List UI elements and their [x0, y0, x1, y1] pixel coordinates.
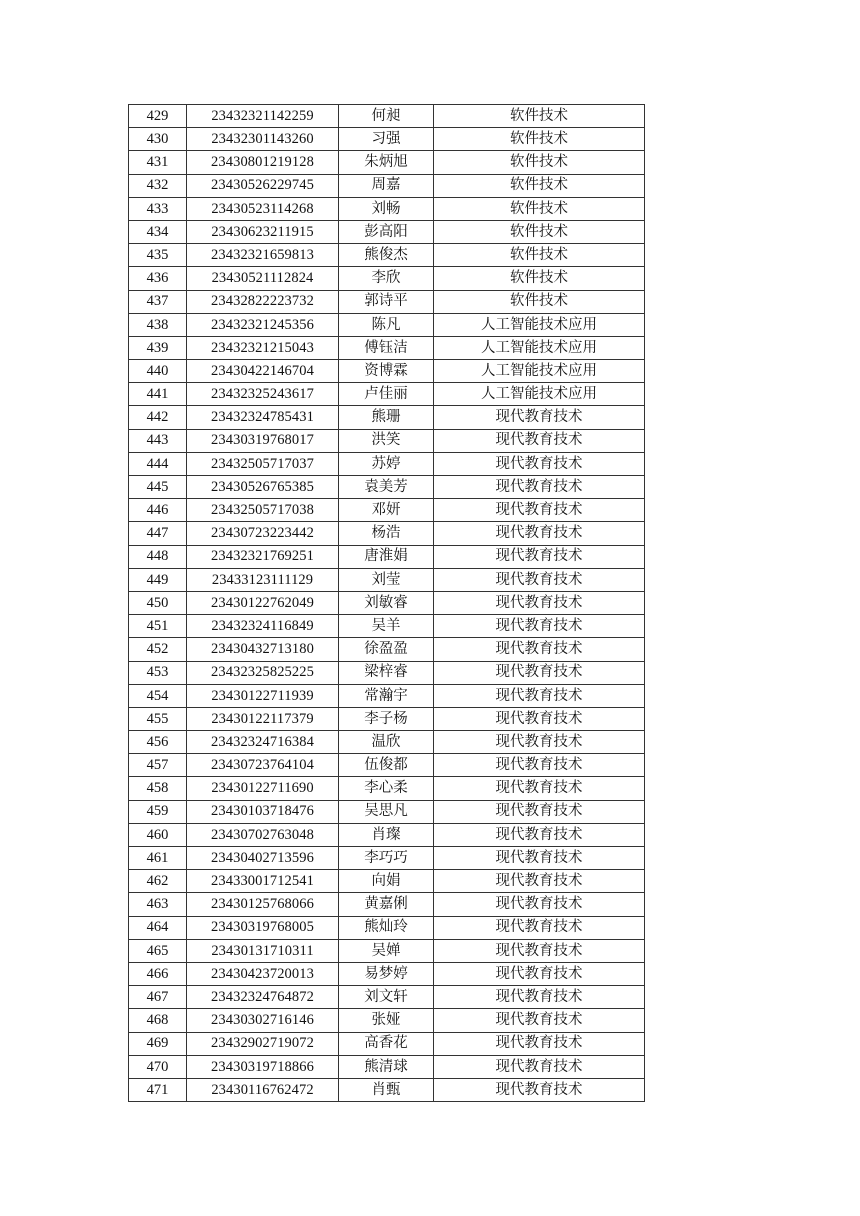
- major-cell: 软件技术: [434, 220, 645, 243]
- row-number-cell: 465: [129, 939, 187, 962]
- candidate-id-cell: 23430402713596: [187, 847, 339, 870]
- major-cell: 人工智能技术应用: [434, 383, 645, 406]
- major-cell: 现代教育技术: [434, 638, 645, 661]
- row-number-cell: 443: [129, 429, 187, 452]
- table-row: [129, 1009, 645, 1032]
- student-name-cell: 唐淮娟: [339, 545, 434, 568]
- student-name-cell: 朱炳旭: [339, 151, 434, 174]
- student-name-cell: 肖甄: [339, 1078, 434, 1101]
- major-cell: 现代教育技术: [434, 939, 645, 962]
- table-row: [129, 1078, 645, 1101]
- student-name-cell: 吴婵: [339, 939, 434, 962]
- table-row: [129, 174, 645, 197]
- candidate-id-cell: 23430702763048: [187, 823, 339, 846]
- major-cell: 软件技术: [434, 151, 645, 174]
- table-row: [129, 800, 645, 823]
- candidate-id-cell: 23430526765385: [187, 476, 339, 499]
- candidate-id-cell: 23430526229745: [187, 174, 339, 197]
- candidate-id-cell: 23430432713180: [187, 638, 339, 661]
- student-name-cell: 常瀚宇: [339, 684, 434, 707]
- student-name-cell: 吴思凡: [339, 800, 434, 823]
- row-number-cell: 468: [129, 1009, 187, 1032]
- major-cell: 现代教育技术: [434, 707, 645, 730]
- major-cell: 现代教育技术: [434, 452, 645, 475]
- major-cell: 现代教育技术: [434, 893, 645, 916]
- major-cell: 现代教育技术: [434, 1055, 645, 1078]
- candidate-id-cell: 23432324116849: [187, 615, 339, 638]
- table-row: [129, 870, 645, 893]
- candidate-id-cell: 23430623211915: [187, 220, 339, 243]
- candidate-id-cell: 23432324785431: [187, 406, 339, 429]
- student-name-cell: 刘敏睿: [339, 591, 434, 614]
- row-number-cell: 464: [129, 916, 187, 939]
- table-row: [129, 499, 645, 522]
- table-row: [129, 754, 645, 777]
- candidate-id-cell: 23432321245356: [187, 313, 339, 336]
- table-row: [129, 847, 645, 870]
- table-row: [129, 731, 645, 754]
- row-number-cell: 463: [129, 893, 187, 916]
- table-row: [129, 1055, 645, 1078]
- candidate-id-cell: 23430423720013: [187, 962, 339, 985]
- student-name-cell: 熊清球: [339, 1055, 434, 1078]
- table-row: [129, 360, 645, 383]
- student-name-cell: 熊珊: [339, 406, 434, 429]
- major-cell: 现代教育技术: [434, 1032, 645, 1055]
- table-row: [129, 893, 645, 916]
- row-number-cell: 466: [129, 962, 187, 985]
- row-number-cell: 467: [129, 986, 187, 1009]
- student-name-cell: 温欣: [339, 731, 434, 754]
- major-cell: 现代教育技术: [434, 499, 645, 522]
- table-row: [129, 197, 645, 220]
- major-cell: 现代教育技术: [434, 406, 645, 429]
- major-cell: 现代教育技术: [434, 545, 645, 568]
- candidate-id-cell: 23432321769251: [187, 545, 339, 568]
- candidate-id-cell: 23430422146704: [187, 360, 339, 383]
- row-number-cell: 435: [129, 244, 187, 267]
- candidate-id-cell: 23432324716384: [187, 731, 339, 754]
- student-name-cell: 刘莹: [339, 568, 434, 591]
- student-name-cell: 易梦婷: [339, 962, 434, 985]
- candidate-id-cell: 23430103718476: [187, 800, 339, 823]
- major-cell: 软件技术: [434, 244, 645, 267]
- student-name-cell: 苏婷: [339, 452, 434, 475]
- student-name-cell: 梁梓睿: [339, 661, 434, 684]
- candidate-id-cell: 23430319768017: [187, 429, 339, 452]
- row-number-cell: 461: [129, 847, 187, 870]
- row-number-cell: 429: [129, 105, 187, 128]
- row-number-cell: 444: [129, 452, 187, 475]
- row-number-cell: 432: [129, 174, 187, 197]
- row-number-cell: 460: [129, 823, 187, 846]
- student-name-cell: 熊俊杰: [339, 244, 434, 267]
- row-number-cell: 430: [129, 128, 187, 151]
- row-number-cell: 447: [129, 522, 187, 545]
- student-name-cell: 卢佳丽: [339, 383, 434, 406]
- row-number-cell: 454: [129, 684, 187, 707]
- table-row: [129, 962, 645, 985]
- row-number-cell: 451: [129, 615, 187, 638]
- row-number-cell: 459: [129, 800, 187, 823]
- table-row: [129, 290, 645, 313]
- major-cell: 现代教育技术: [434, 684, 645, 707]
- major-cell: 现代教育技术: [434, 823, 645, 846]
- major-cell: 现代教育技术: [434, 754, 645, 777]
- roster-table-body: [129, 105, 645, 1102]
- table-row: [129, 429, 645, 452]
- table-row: [129, 476, 645, 499]
- candidate-id-cell: 23432321659813: [187, 244, 339, 267]
- student-name-cell: 何昶: [339, 105, 434, 128]
- row-number-cell: 446: [129, 499, 187, 522]
- table-row: [129, 313, 645, 336]
- student-name-cell: 彭高阳: [339, 220, 434, 243]
- student-name-cell: 李巧巧: [339, 847, 434, 870]
- candidate-id-cell: 23430723223442: [187, 522, 339, 545]
- major-cell: 软件技术: [434, 197, 645, 220]
- major-cell: 现代教育技术: [434, 476, 645, 499]
- candidate-id-cell: 23430319718866: [187, 1055, 339, 1078]
- table-row: [129, 568, 645, 591]
- row-number-cell: 453: [129, 661, 187, 684]
- candidate-id-cell: 23430131710311: [187, 939, 339, 962]
- student-name-cell: 陈凡: [339, 313, 434, 336]
- table-row: [129, 452, 645, 475]
- candidate-id-cell: 23430319768005: [187, 916, 339, 939]
- student-name-cell: 习强: [339, 128, 434, 151]
- student-name-cell: 李子杨: [339, 707, 434, 730]
- candidate-id-cell: 23432324764872: [187, 986, 339, 1009]
- row-number-cell: 437: [129, 290, 187, 313]
- major-cell: 现代教育技术: [434, 1078, 645, 1101]
- candidate-id-cell: 23430122711690: [187, 777, 339, 800]
- row-number-cell: 431: [129, 151, 187, 174]
- major-cell: 现代教育技术: [434, 870, 645, 893]
- candidate-id-cell: 23430521112824: [187, 267, 339, 290]
- candidate-id-cell: 23432902719072: [187, 1032, 339, 1055]
- candidate-id-cell: 23432325243617: [187, 383, 339, 406]
- student-name-cell: 李心柔: [339, 777, 434, 800]
- student-name-cell: 肖璨: [339, 823, 434, 846]
- row-number-cell: 456: [129, 731, 187, 754]
- candidate-id-cell: 23430523114268: [187, 197, 339, 220]
- student-name-cell: 刘畅: [339, 197, 434, 220]
- major-cell: 现代教育技术: [434, 429, 645, 452]
- student-name-cell: 刘文轩: [339, 986, 434, 1009]
- row-number-cell: 455: [129, 707, 187, 730]
- table-row: [129, 777, 645, 800]
- student-name-cell: 高香花: [339, 1032, 434, 1055]
- major-cell: 现代教育技术: [434, 615, 645, 638]
- student-name-cell: 黄嘉俐: [339, 893, 434, 916]
- row-number-cell: 436: [129, 267, 187, 290]
- table-row: [129, 220, 645, 243]
- candidate-id-cell: 23430116762472: [187, 1078, 339, 1101]
- row-number-cell: 452: [129, 638, 187, 661]
- table-row: [129, 661, 645, 684]
- student-name-cell: 洪笑: [339, 429, 434, 452]
- candidate-id-cell: 23432325825225: [187, 661, 339, 684]
- major-cell: 现代教育技术: [434, 986, 645, 1009]
- candidate-id-cell: 23430122117379: [187, 707, 339, 730]
- row-number-cell: 469: [129, 1032, 187, 1055]
- student-name-cell: 袁美芳: [339, 476, 434, 499]
- major-cell: 软件技术: [434, 128, 645, 151]
- candidate-id-cell: 23432321215043: [187, 336, 339, 359]
- candidate-id-cell: 23430125768066: [187, 893, 339, 916]
- candidate-id-cell: 23430723764104: [187, 754, 339, 777]
- table-row: [129, 939, 645, 962]
- candidate-id-cell: 23430122762049: [187, 591, 339, 614]
- table-row: [129, 591, 645, 614]
- major-cell: 现代教育技术: [434, 847, 645, 870]
- table-row: [129, 383, 645, 406]
- table-row: [129, 105, 645, 128]
- major-cell: 软件技术: [434, 267, 645, 290]
- major-cell: 现代教育技术: [434, 777, 645, 800]
- row-number-cell: 445: [129, 476, 187, 499]
- major-cell: 现代教育技术: [434, 916, 645, 939]
- row-number-cell: 449: [129, 568, 187, 591]
- major-cell: 现代教育技术: [434, 522, 645, 545]
- candidate-id-cell: 23433123111129: [187, 568, 339, 591]
- student-roster-table: [128, 104, 645, 1102]
- candidate-id-cell: 23430801219128: [187, 151, 339, 174]
- major-cell: 现代教育技术: [434, 568, 645, 591]
- major-cell: 现代教育技术: [434, 962, 645, 985]
- student-name-cell: 吴羊: [339, 615, 434, 638]
- major-cell: 现代教育技术: [434, 731, 645, 754]
- major-cell: 现代教育技术: [434, 800, 645, 823]
- row-number-cell: 458: [129, 777, 187, 800]
- student-name-cell: 郭诗平: [339, 290, 434, 313]
- candidate-id-cell: 23430302716146: [187, 1009, 339, 1032]
- candidate-id-cell: 23432822223732: [187, 290, 339, 313]
- table-row: [129, 638, 645, 661]
- table-row: [129, 823, 645, 846]
- table-row: [129, 336, 645, 359]
- major-cell: 现代教育技术: [434, 591, 645, 614]
- student-name-cell: 向娟: [339, 870, 434, 893]
- row-number-cell: 448: [129, 545, 187, 568]
- candidate-id-cell: 23432301143260: [187, 128, 339, 151]
- student-name-cell: 徐盈盈: [339, 638, 434, 661]
- table-row: [129, 522, 645, 545]
- student-name-cell: 李欣: [339, 267, 434, 290]
- row-number-cell: 442: [129, 406, 187, 429]
- candidate-id-cell: 23433001712541: [187, 870, 339, 893]
- row-number-cell: 438: [129, 313, 187, 336]
- student-name-cell: 张娅: [339, 1009, 434, 1032]
- table-row: [129, 1032, 645, 1055]
- table-row: [129, 545, 645, 568]
- candidate-id-cell: 23432321142259: [187, 105, 339, 128]
- table-row: [129, 128, 645, 151]
- row-number-cell: 450: [129, 591, 187, 614]
- student-name-cell: 资博霖: [339, 360, 434, 383]
- row-number-cell: 434: [129, 220, 187, 243]
- candidate-id-cell: 23432505717037: [187, 452, 339, 475]
- student-name-cell: 伍俊都: [339, 754, 434, 777]
- student-name-cell: 傅钰洁: [339, 336, 434, 359]
- candidate-id-cell: 23430122711939: [187, 684, 339, 707]
- row-number-cell: 439: [129, 336, 187, 359]
- table-row: [129, 684, 645, 707]
- major-cell: 人工智能技术应用: [434, 360, 645, 383]
- row-number-cell: 441: [129, 383, 187, 406]
- table-row: [129, 986, 645, 1009]
- major-cell: 现代教育技术: [434, 1009, 645, 1032]
- student-name-cell: 周嘉: [339, 174, 434, 197]
- row-number-cell: 471: [129, 1078, 187, 1101]
- row-number-cell: 440: [129, 360, 187, 383]
- major-cell: 人工智能技术应用: [434, 313, 645, 336]
- student-name-cell: 邓妍: [339, 499, 434, 522]
- major-cell: 软件技术: [434, 105, 645, 128]
- row-number-cell: 462: [129, 870, 187, 893]
- table-row: [129, 151, 645, 174]
- table-row: [129, 406, 645, 429]
- major-cell: 人工智能技术应用: [434, 336, 645, 359]
- table-row: [129, 267, 645, 290]
- major-cell: 软件技术: [434, 174, 645, 197]
- row-number-cell: 470: [129, 1055, 187, 1078]
- table-row: [129, 615, 645, 638]
- table-row: [129, 707, 645, 730]
- table-row: [129, 916, 645, 939]
- candidate-id-cell: 23432505717038: [187, 499, 339, 522]
- student-name-cell: 杨浩: [339, 522, 434, 545]
- major-cell: 现代教育技术: [434, 661, 645, 684]
- student-name-cell: 熊灿玲: [339, 916, 434, 939]
- major-cell: 软件技术: [434, 290, 645, 313]
- row-number-cell: 433: [129, 197, 187, 220]
- table-row: [129, 244, 645, 267]
- row-number-cell: 457: [129, 754, 187, 777]
